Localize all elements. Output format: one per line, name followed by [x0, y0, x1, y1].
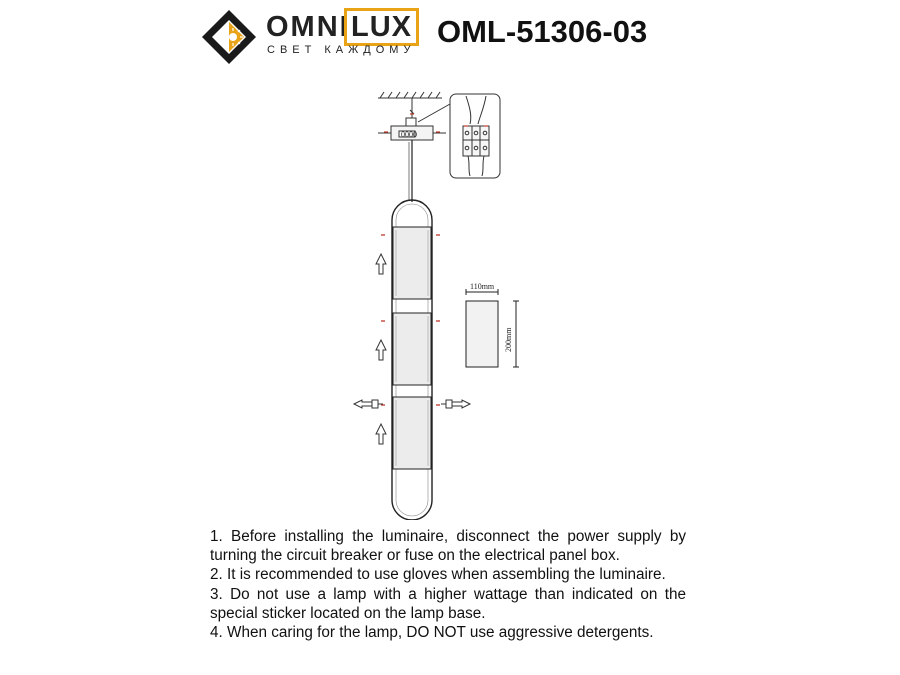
shade-middle	[393, 313, 431, 385]
shade-bottom	[393, 397, 431, 469]
shade-top	[393, 227, 431, 299]
instruction-item: 2. It is recommended to use gloves when assembling the luminaire.	[210, 566, 666, 584]
omnilux-logo-icon	[200, 8, 258, 66]
installation-instructions	[210, 527, 686, 642]
brand-name-right: LUX	[344, 8, 419, 46]
up-arrow-icon	[376, 254, 386, 444]
shade-height-label: 200mm	[504, 327, 513, 352]
canopy-label: 0000	[401, 130, 417, 139]
brand-tagline: СВЕТ КАЖДОМУ	[267, 44, 416, 56]
model-number: OML-51306-03	[437, 14, 648, 49]
instruction-item: 4. When caring for the lamp, DO NOT use aggressive detergents.	[210, 624, 654, 642]
header	[0, 0, 900, 70]
installation-diagram	[0, 70, 900, 520]
instruction-item: 1. Before installing the luminaire, disconnect the power supply by turning the circuit breaker or fuse on the electrical panel box.	[210, 528, 686, 565]
instruction-item: 3. Do not use a lamp with a higher wattage than indicated on the special sticker located on the lamp base.	[210, 585, 686, 622]
brand-name-left: OMNI	[266, 11, 350, 43]
shade-width-label: 110mm	[470, 282, 495, 291]
